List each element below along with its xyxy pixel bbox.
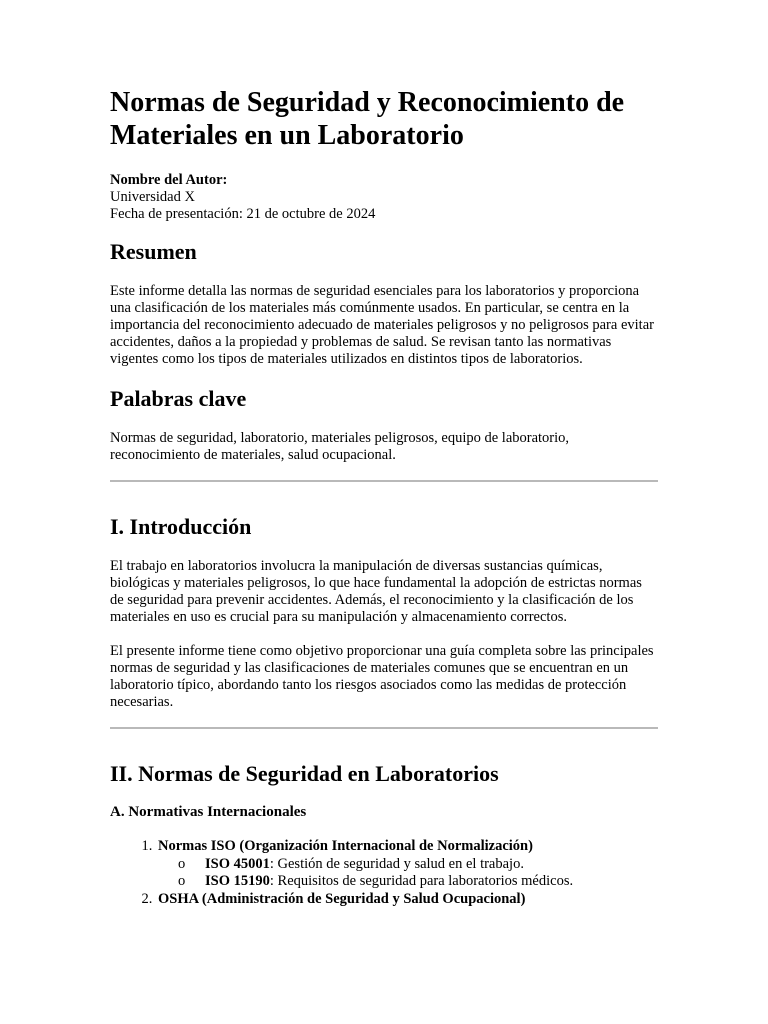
document-title: Normas de Seguridad y Reconocimiento de Materiales en un Laboratorio <box>110 87 625 151</box>
abstract-text: Este informe detalla las normas de seguridad esenciales para los laboratorios y proporciona una clasificación de los materiales más comúnmente usados. En particular, se centra en la importancia del reconocimiento adecuado de materiales peligrosos y no peligrosos para evitar accidentes, daños a la propiedad y problemas de salud. Se revisan tanto las normativas vigentes como los tipos de materiales utilizados en distintos tipos de laboratorios. <box>110 283 654 367</box>
document-meta <box>110 172 658 223</box>
norm-description: : Gestión de seguridad y salud en el trabajo. <box>269 855 524 872</box>
abstract-heading: Resumen <box>110 239 197 264</box>
keywords-heading: Palabras clave <box>110 386 247 411</box>
norm-description: : Requisitos de seguridad para laboratorios médicos. <box>269 873 574 889</box>
list-item <box>156 838 658 891</box>
section2-heading: II. Normas de Seguridad en Laboratorios <box>110 761 499 786</box>
list-item-label: Normas ISO (Organización Internacional de Normalización) <box>158 838 533 854</box>
institution: Universidad X <box>110 189 195 205</box>
author-label: Nombre del Autor: <box>110 172 228 188</box>
sub-list-item <box>178 873 658 891</box>
intro-heading: I. Introducción <box>110 514 252 539</box>
list-item <box>156 891 658 909</box>
section-divider <box>110 480 658 482</box>
intro-paragraph-1: El trabajo en laboratorios involucra la manipulación de diversas sustancias químicas, biológicas y materiales peligrosos, lo que hace fundamental la adopción de estrictas normas de seguridad para prevenir accidentes. Además, el reconocimiento y la clasificación de los materiales en uso es crucial para su manipulación y almacenamiento correctos. <box>110 558 642 625</box>
document-body <box>110 86 658 908</box>
bullet-marker: o <box>178 873 186 889</box>
intro-paragraph-2: El presente informe tiene como objetivo proporcionar una guía completa sobre las principales normas de seguridad y las clasificaciones de materiales comunes que se encuentran en un laboratorio típico, abordando tanto los riesgos asociados como las medidas de protección necesarias. <box>110 643 654 710</box>
keywords-text: Normas de seguridad, laboratorio, materiales peligrosos, equipo de laboratorio, reconocimiento de materiales, salud ocupacional. <box>110 430 570 463</box>
sub-list-item <box>178 856 658 874</box>
list-item-label: OSHA (Administración de Seguridad y Salud Ocupacional) <box>158 890 526 907</box>
bullet-marker: o <box>178 855 186 872</box>
section2-subheading: A. Normativas Internacionales <box>110 804 307 820</box>
sub-list <box>158 856 658 891</box>
norms-list <box>110 838 658 908</box>
section-divider <box>110 727 658 729</box>
submission-date: Fecha de presentación: 21 de octubre de 2024 <box>110 206 376 222</box>
norm-term: ISO 45001 <box>205 855 270 872</box>
norm-term: ISO 15190 <box>205 873 270 889</box>
